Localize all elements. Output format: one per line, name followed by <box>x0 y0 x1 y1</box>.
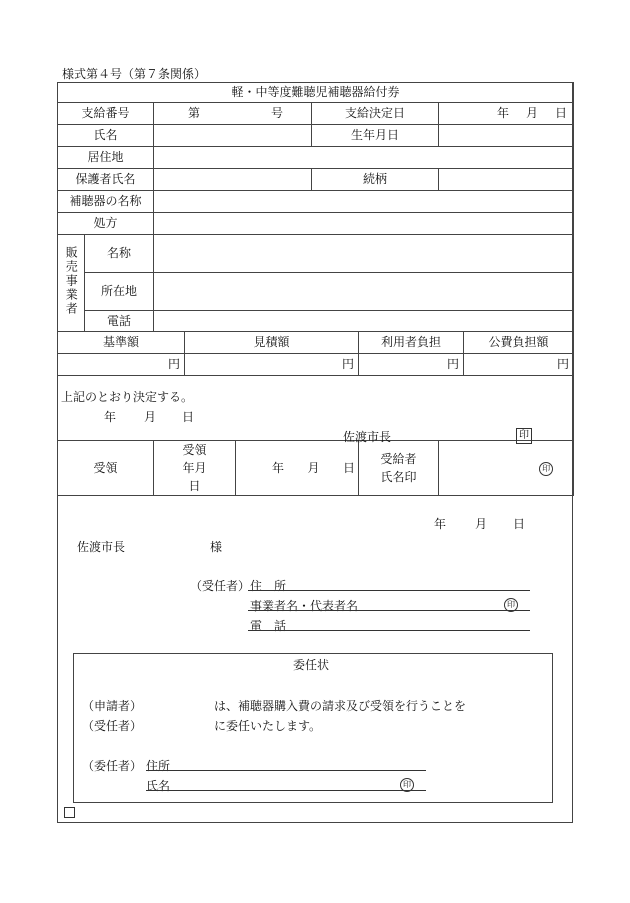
delegate-year: 年 <box>434 517 447 531</box>
form-number: 様式第４号（第７条関係） <box>62 67 207 81</box>
proxy-seal-icon: 印 <box>400 778 414 792</box>
agent-address-label: 住 所 <box>250 579 287 593</box>
payment-number-field[interactable] <box>154 103 312 125</box>
proxy-line1: は、補聴器購入費の請求及び受領を行うことを <box>214 699 467 713</box>
checkbox-icon[interactable] <box>64 807 75 818</box>
receipt-date-field[interactable] <box>236 441 359 496</box>
delegate-day: 日 <box>513 517 526 531</box>
form-title: 軽・中等度難聴児補聴器給付券 <box>58 83 574 103</box>
user-share-field[interactable]: 円 <box>359 354 464 376</box>
public-share-header: 公費負担額 <box>464 332 574 354</box>
receipt-year-text: 年 <box>272 460 285 475</box>
relation-label: 続柄 <box>312 169 439 191</box>
proxy-agent-label: （受任者） <box>82 719 143 733</box>
year-text: 年 <box>497 106 510 121</box>
payment-number-label: 支給番号 <box>58 103 154 125</box>
delegate-month: 月 <box>475 517 488 531</box>
agent-address-line[interactable] <box>248 590 530 591</box>
addressee-sama: 様 <box>210 540 223 554</box>
mayor-seal-icon: 印 <box>516 428 532 444</box>
name-field[interactable] <box>154 125 312 147</box>
decision-month: 月 <box>144 410 157 424</box>
prescription-field[interactable] <box>154 213 574 235</box>
receipt-date-label: 受領年月日 <box>154 441 236 496</box>
estimate-amount-header: 見積額 <box>185 332 359 354</box>
proxy-name-line[interactable] <box>146 790 426 791</box>
proxy-line2: に委任いたします。 <box>214 719 322 733</box>
benefit-table <box>57 82 574 496</box>
decision-year: 年 <box>104 410 117 424</box>
guardian-field[interactable] <box>154 169 312 191</box>
agent-phone-label: 電 話 <box>250 619 287 633</box>
vendor-location-label: 所在地 <box>85 273 154 311</box>
estimate-amount-field[interactable]: 円 <box>185 354 359 376</box>
user-share-header: 利用者負担 <box>359 332 464 354</box>
decision-date-field[interactable] <box>439 103 574 125</box>
receipt-day-text: 日 <box>342 460 355 475</box>
agent-label: （受任者） <box>190 579 251 593</box>
addressee-mayor: 佐渡市長 <box>77 540 126 554</box>
agent-company-line[interactable] <box>248 610 530 611</box>
agent-company-label: 事業者名・代表者名 <box>250 599 359 613</box>
standard-amount-header: 基準額 <box>58 332 185 354</box>
mayor-title: 佐渡市長 <box>343 430 392 444</box>
proxy-title: 委任状 <box>293 658 330 672</box>
device-name-label: 補聴器の名称 <box>58 191 154 213</box>
dai-text: 第 <box>188 106 201 121</box>
go-text: 号 <box>270 106 283 121</box>
vendor-phone-field[interactable] <box>154 311 574 332</box>
relation-field[interactable] <box>439 169 574 191</box>
vendor-phone-label: 電話 <box>85 311 154 332</box>
proxy-address-label: 住所 <box>146 759 171 773</box>
recipient-label: 受給者氏名印 <box>359 441 439 496</box>
proxy-name-label: 氏名 <box>146 779 171 793</box>
decision-text: 上記のとおり決定する。 <box>61 390 194 404</box>
address-label: 居住地 <box>58 147 154 169</box>
day-text: 日 <box>555 106 568 121</box>
prescription-label: 処方 <box>58 213 154 235</box>
vendor-group-label: 販売事業者 <box>58 235 85 332</box>
standard-amount-field[interactable]: 円 <box>58 354 185 376</box>
decision-day: 日 <box>182 410 195 424</box>
proxy-delegator-label: （委任者） <box>82 759 143 773</box>
device-name-field[interactable] <box>154 191 574 213</box>
birthdate-label: 生年月日 <box>312 125 439 147</box>
address-field[interactable] <box>154 147 574 169</box>
birthdate-field[interactable] <box>439 125 574 147</box>
recipient-seal-field[interactable] <box>439 441 574 496</box>
vendor-name-field[interactable] <box>154 235 574 273</box>
vendor-location-field[interactable] <box>154 273 574 311</box>
decision-block <box>58 376 574 441</box>
decision-date-label: 支給決定日 <box>312 103 439 125</box>
guardian-label: 保護者氏名 <box>58 169 154 191</box>
proxy-address-line[interactable] <box>146 770 426 771</box>
seal-mark-icon: 印 <box>539 462 553 476</box>
proxy-applicant-label: （申請者） <box>82 699 143 713</box>
public-share-field[interactable]: 円 <box>464 354 574 376</box>
receipt-month-text: 月 <box>307 460 320 475</box>
agent-seal-icon: 印 <box>504 598 518 612</box>
name-label: 氏名 <box>58 125 154 147</box>
month-text: 月 <box>526 106 539 121</box>
receipt-label: 受領 <box>58 441 154 496</box>
agent-phone-line[interactable] <box>248 630 530 631</box>
vendor-name-label: 名称 <box>85 235 154 273</box>
